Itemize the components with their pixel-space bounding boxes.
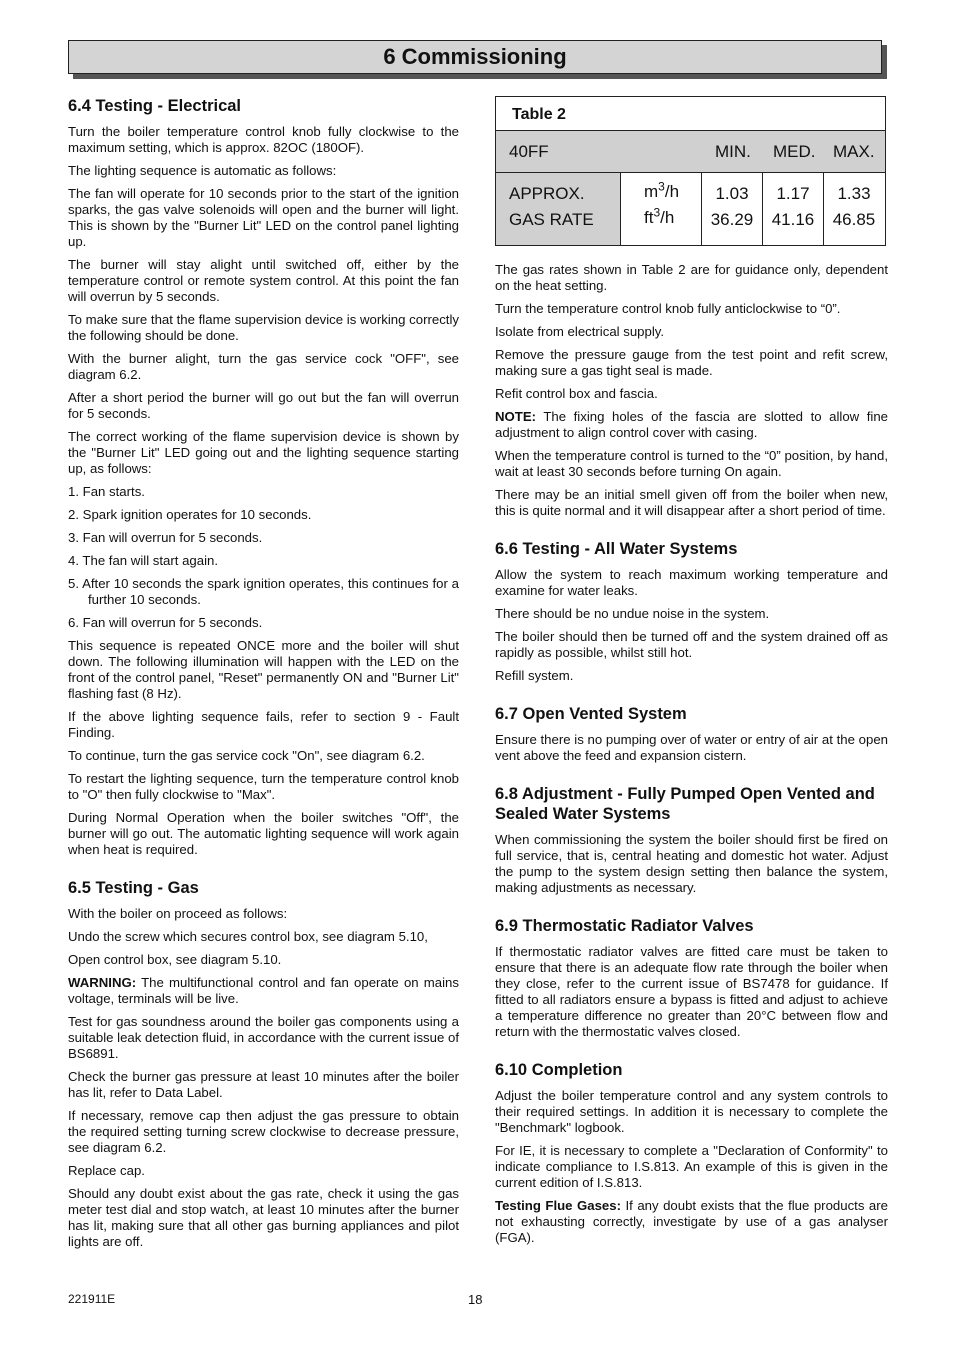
min-cell (702, 173, 763, 245)
paragraph: If thermostatic radiator valves are fitted care must be taken to ensure that there is an adequate flow rate through the boiler when they close, refer to the current issue of BS7478 for guidance. If fitted to all radiators ensure a bypass is fitted and adjust to achieve a temperature difference no greater than 20°C between flow and return with the thermostatic valves closed. (495, 944, 888, 1039)
unit-ft3 (644, 205, 701, 231)
paragraph: During Normal Operation when the boiler switches "Off", the burner will go out. The automatic lighting sequence will work again when heat is required. (68, 810, 459, 857)
med-ft3-value: 41.16 (771, 210, 815, 229)
gas-rate-table (495, 96, 886, 246)
paragraph: Replace cap. (68, 1163, 145, 1178)
paragraph: There should be no undue noise in the system. (495, 606, 770, 621)
paragraph: The fan will operate for 10 seconds prior to the start of the ignition sparks, the gas valve solenoids will open and the burner will light. This is shown by the "Burner Lit" LED on the control panel lighting up. (68, 186, 459, 249)
paragraph: When commissioning the system the boiler should first be fired on full service, that is, central heating and domestic hot water. Adjust the pump to the system design setting then balance the system, making adjustments as necessary. (495, 832, 888, 895)
page-number: 18 (468, 1292, 483, 1307)
paragraph: With the boiler on proceed as follows: (68, 906, 288, 921)
paragraph: Adjust the boiler temperature control and any system controls to their required settings. In addition it is necessary to complete the "Benchmark" logbook. (495, 1088, 888, 1135)
unit-cell (621, 173, 702, 245)
paragraph: This sequence is repeated ONCE more and the boiler will shut down. The following illumination will happen with the LED on the front of the control panel, "Reset" permanently ON and "Burner Lit" flashing fast (8 Hz). (68, 638, 459, 701)
list-item: 1. Fan starts. (68, 484, 145, 499)
table-header-row (496, 131, 885, 173)
paragraph: Turn the boiler temperature control knob fully clockwise to the maximum setting, which is approx. 82OC (180OF). (68, 124, 459, 155)
paragraph: If necessary, remove cap then adjust the gas pressure to obtain the required setting turning screw clockwise to decrease pressure, see diagram 6.2. (68, 1108, 459, 1155)
section-title-6-4: 6.4 Testing - Electrical (68, 97, 242, 115)
paragraph: There may be an initial smell given off from the boiler when new, this is quite normal and it will disappear after a short period of time. (495, 487, 888, 518)
list-item: 4. The fan will start again. (68, 553, 219, 568)
flue-text: If any doubt exists that the flue products are not exhausting correctly, investigate by use of a gas analyser (FGA). (495, 1198, 888, 1245)
paragraph: Test for gas soundness around the boiler gas components using a suitable leak detection fluid, in accordance with the current issue of BS6891. (68, 1014, 459, 1061)
flue-paragraph (495, 1198, 888, 1246)
header-min: MIN. (715, 142, 751, 161)
max-m3-value: 1.33 (837, 184, 871, 203)
row-label-line-2: GAS RATE (509, 210, 594, 229)
unit-m3-tail: /h (664, 182, 680, 201)
lighting-sequence-list (68, 484, 459, 631)
min-m3-value: 1.03 (715, 184, 749, 203)
min-ft3-value: 36.29 (710, 210, 754, 229)
paragraph: The boiler should then be turned off and the system drained off as rapidly as possible, whilst still hot. (495, 629, 888, 660)
note-text: The fixing holes of the fascia are slotted to allow fine adjustment to align control cover with casing. (495, 409, 888, 440)
med-m3-value: 1.17 (776, 184, 810, 203)
section-title-6-10: 6.10 Completion (495, 1061, 623, 1079)
table-data-row (496, 173, 885, 245)
warning-text: The multifunctional control and fan operate on mains voltage, terminals will be live. (68, 975, 459, 1006)
section-title-6-8: 6.8 Adjustment - Fully Pumped Open Vented and Sealed Water Systems (495, 785, 875, 823)
paragraph: Turn the temperature control knob fully anticlockwise to “0”. (495, 301, 841, 316)
right-column (495, 262, 888, 1253)
warning-paragraph (68, 975, 459, 1007)
unit-m3 (644, 179, 701, 205)
paragraph: Refit control box and fascia. (495, 386, 658, 401)
list-item: 6. Fan will overrun for 5 seconds. (68, 615, 263, 630)
paragraph: For IE, it is necessary to complete a "Declaration of Conformity" to indicate compliance to I.S.813. An example of this is given in the current edition of I.S.813. (495, 1143, 888, 1190)
paragraph: Allow the system to reach maximum working temperature and examine for water leaks. (495, 567, 888, 598)
paragraph: The correct working of the flame supervision device is shown by the "Burner Lit" LED going out and the lighting sequence starting up, as follows: (68, 429, 459, 476)
paragraph: Check the burner gas pressure at least 10 minutes after the boiler has lit, refer to Data Label. (68, 1069, 459, 1100)
unit-ft3-base: ft (644, 208, 654, 227)
list-item: 5. After 10 seconds the spark ignition operates, this continues for a further 10 seconds. (68, 576, 459, 607)
row-label-line-1: APPROX. (509, 184, 585, 203)
note-paragraph (495, 409, 888, 441)
unit-ft3-sup: 3 (653, 205, 661, 220)
section-title-6-5: 6.5 Testing - Gas (68, 879, 199, 897)
paragraph: After a short period the burner will go out but the fan will overrun for 5 seconds. (68, 390, 459, 421)
unit-m3-sup: 3 (658, 179, 665, 194)
paragraph: The gas rates shown in Table 2 are for guidance only, dependent on the heat setting. (495, 262, 888, 293)
left-column (68, 96, 459, 1257)
med-cell (763, 173, 824, 245)
paragraph: Refill system. (495, 668, 574, 683)
paragraph: Open control box, see diagram 5.10. (68, 952, 282, 967)
paragraph: The burner will stay alight until switched off, either by the temperature control or remote system control. At this point the fan will overrun by 5 seconds. (68, 257, 459, 304)
paragraph: Remove the pressure gauge from the test point and refit screw, making sure a gas tight seal is made. (495, 347, 888, 378)
paragraph: Should any doubt exist about the gas rate, check it using the gas meter test dial and stop watch, at least 10 minutes after the burner has lit, making sure that all other gas burning appliances and pilot lights are off. (68, 1186, 459, 1249)
section-title-6-9: 6.9 Thermostatic Radiator Valves (495, 917, 754, 935)
max-cell (824, 173, 884, 245)
paragraph: To continue, turn the gas service cock "On", see diagram 6.2. (68, 748, 425, 763)
list-item: 3. Fan will overrun for 5 seconds. (68, 530, 263, 545)
paragraph: Isolate from electrical supply. (495, 324, 665, 339)
row-label-cell (496, 173, 621, 245)
header-max: MAX. (833, 142, 875, 161)
list-item: 2. Spark ignition operates for 10 seconds. (68, 507, 312, 522)
note-label: NOTE: (495, 409, 537, 424)
flue-label: Testing Flue Gases: (495, 1198, 621, 1213)
unit-m3-base: m (644, 182, 659, 201)
section-title-6-6: 6.6 Testing - All Water Systems (495, 540, 738, 558)
paragraph: If the above lighting sequence fails, refer to section 9 - Fault Finding. (68, 709, 459, 740)
document-code: 221911E (68, 1292, 116, 1306)
section-title-6-7: 6.7 Open Vented System (495, 705, 687, 723)
paragraph: To make sure that the flame supervision device is working correctly the following should be done. (68, 312, 459, 343)
paragraph: The lighting sequence is automatic as follows: (68, 163, 337, 178)
table-title: Table 2 (496, 97, 885, 131)
page-title: 6 Commissioning (68, 40, 882, 74)
unit-ft3-tail: /h (660, 208, 675, 227)
paragraph: Ensure there is no pumping over of water or entry of air at the open vent above the feed and expansion cistern. (495, 732, 888, 763)
paragraph: Undo the screw which secures control box, see diagram 5.10, (68, 929, 428, 944)
paragraph: When the temperature control is turned to the “0” position, by hand, wait at least 30 seconds before turning On again. (495, 448, 888, 479)
paragraph: With the burner alight, turn the gas service cock "OFF", see diagram 6.2. (68, 351, 459, 382)
paragraph: To restart the lighting sequence, turn the temperature control knob to "O" then fully clockwise to "Max". (68, 771, 459, 802)
model-label: 40FF (509, 142, 549, 161)
warning-label: WARNING: (68, 975, 137, 990)
max-ft3-value: 46.85 (832, 210, 876, 229)
header-med: MED. (773, 142, 816, 161)
